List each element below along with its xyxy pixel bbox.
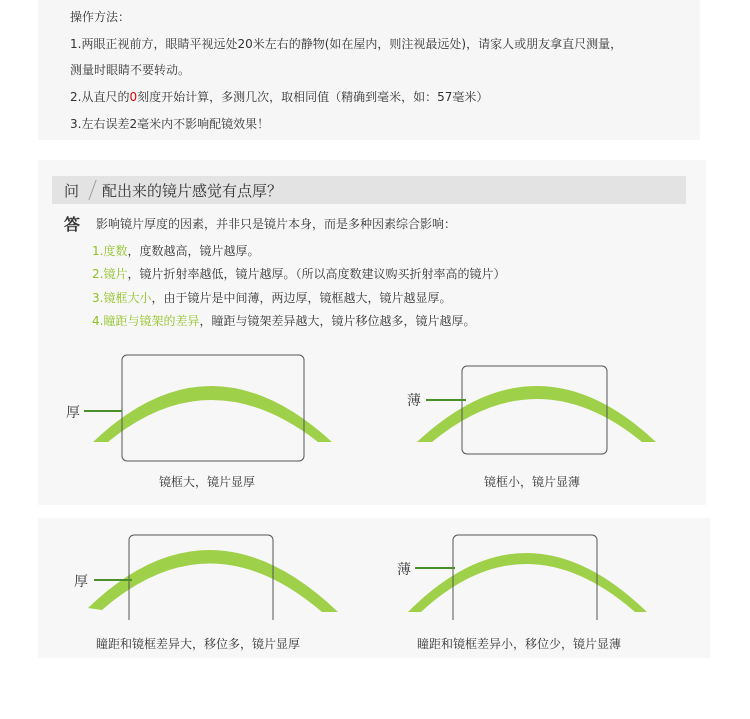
- diagram-caption: 瞳距和镜框差异小，移位少，镜片显薄: [417, 637, 622, 651]
- frame-outline: [129, 535, 273, 620]
- answer-intro: 影响镜片厚度的因素，并非只是镜片本身，而是多种因素综合影响：: [96, 217, 457, 231]
- thickness-label: 薄: [397, 562, 411, 578]
- lens-arc-illustration: [60, 350, 350, 470]
- lens-arc-illustration: [70, 530, 345, 620]
- factor-label: 2.镜片: [92, 267, 128, 281]
- question-mark: 问: [64, 182, 80, 200]
- lens-arc-illustration: [395, 530, 655, 620]
- lens-arc: [408, 553, 647, 612]
- factor-text: ，镜片折射率越低，镜片越厚。（所以高度数建议购买折射率高的镜片）: [127, 267, 506, 281]
- method-title: 操作方法：: [70, 10, 131, 24]
- thickness-label: 薄: [407, 393, 421, 409]
- step2-suffix: 刻度开始计算，多测几次，取相同值（精确到毫米，如：57毫米）: [137, 90, 489, 104]
- factor-item: [92, 312, 475, 329]
- answer-mark: 答: [64, 215, 81, 234]
- thickness-label: 厚: [74, 574, 88, 590]
- diagram-caption: 镜框大，镜片显厚: [159, 475, 256, 489]
- factor-text: ，瞳距与镜架差异越大，镜片移位越多，镜片越厚。: [199, 314, 476, 328]
- lens-arc: [417, 386, 656, 442]
- step2-zero-highlight: 0: [129, 90, 138, 104]
- factor-item: [92, 265, 505, 282]
- thickness-label: 厚: [66, 405, 80, 421]
- lens-diagram-small-pd-difference: [395, 530, 655, 620]
- diagram-caption: 瞳距和镜框差异大，移位多，镜片显厚: [96, 637, 301, 651]
- lens-diagram-large-frame: [60, 350, 350, 470]
- factor-label: 1.度数: [92, 244, 128, 258]
- factor-label: 3.镜框大小: [92, 291, 152, 305]
- method-step1-line1: 1.两眼正视前方，眼睛平视远处20米左右的静物(如在屋内，则注视最远处)，请家人或朋友拿直尺测量，: [70, 37, 623, 51]
- factor-label: 4.瞳距与镜架的差异: [92, 314, 200, 328]
- factor-text: ，由于镜片是中间薄，两边厚，镜框越大，镜片越显厚。: [151, 291, 452, 305]
- question-text: 配出来的镜片感觉有点厚？: [102, 182, 283, 200]
- method-step2: [70, 88, 488, 105]
- lens-arc-illustration: [400, 360, 670, 470]
- lens-diagram-small-frame: [400, 360, 670, 470]
- method-step1-line2: 测量时眼睛不要转动。: [70, 63, 191, 77]
- diagram-caption: 镜框小，镜片显薄: [484, 475, 581, 489]
- factor-item: [92, 289, 451, 306]
- factor-text: ，度数越高，镜片越厚。: [127, 244, 260, 258]
- lens-diagram-large-pd-difference: [70, 530, 345, 620]
- frame-outline: [453, 535, 597, 620]
- method-step3: 3.左右误差2毫米内不影响配镜效果！: [70, 117, 270, 131]
- lens-arc: [93, 386, 332, 442]
- step2-prefix: 2.从直尺的: [70, 90, 130, 104]
- factor-item: [92, 242, 259, 259]
